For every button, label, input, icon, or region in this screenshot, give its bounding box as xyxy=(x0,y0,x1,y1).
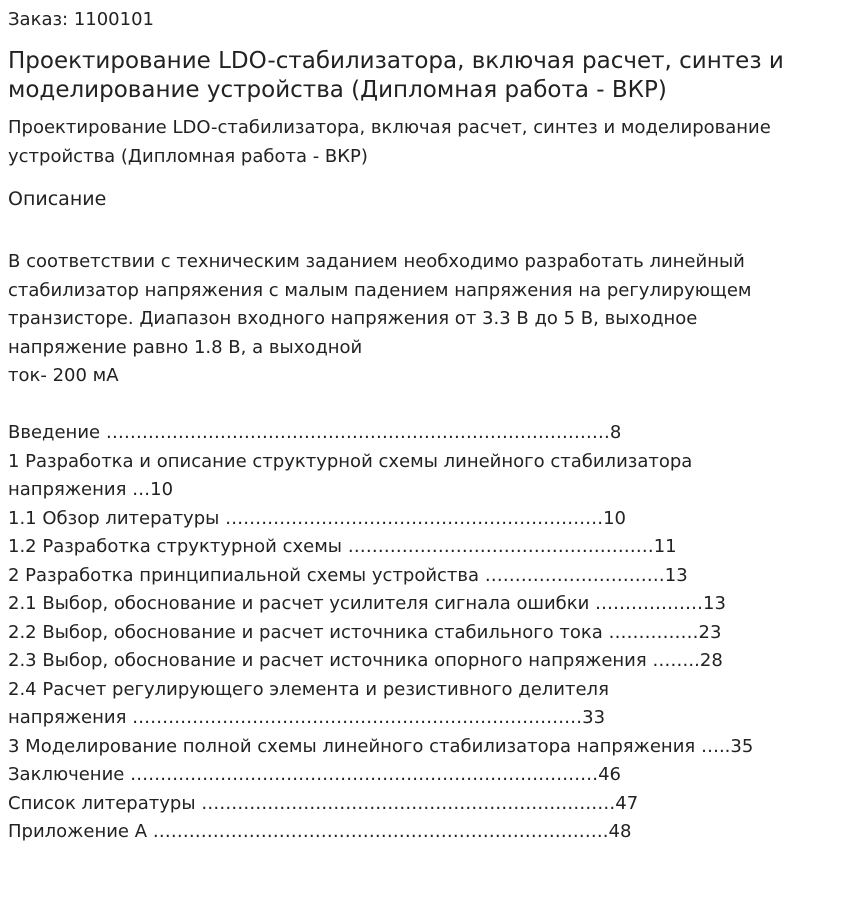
toc-item: 2.2 Выбор, обоснование и расчет источника стабильного тока ……………23 xyxy=(8,621,722,643)
description-line: напряжение равно 1.8 В, а выходной xyxy=(8,336,363,358)
toc-item: Приложение А ………………………………………………………………….48 xyxy=(8,821,632,842)
toc-item: Введение …………………………………………………………………………8 xyxy=(8,422,622,443)
toc-item: 2.1 Выбор, обоснование и расчет усилителя сигнала ошибки ………………13 xyxy=(8,593,726,614)
description-line: ток- 200 мА xyxy=(8,365,119,386)
description-line: транзисторе. Диапазон входного напряжения от 3.3 В до 5 В, выходное xyxy=(8,308,698,329)
page-title: Проектирование LDO-стабилизатора, включая расчет, синтез и моделирование устройства (Дипломная работа - ВКР) xyxy=(8,48,784,103)
toc-item: 2.4 Расчет регулирующего элемента и резистивного делителя xyxy=(8,678,609,700)
description-line: В соответствии с техническим заданием необходимо разработать линейный xyxy=(8,251,745,272)
toc-item: 2 Разработка принципиальной схемы устройства …………………………13 xyxy=(8,564,688,586)
toc-item: 1.2 Разработка структурной схемы ……………………………………………11 xyxy=(8,536,677,557)
toc-item: 3 Моделирование полной схемы линейного стабилизатора напряжения …..35 xyxy=(8,735,754,757)
description-text xyxy=(8,248,838,391)
toc-item: напряжения …10 xyxy=(8,479,174,500)
toc-item: Список литературы ……………………………………………………………47 xyxy=(8,792,639,814)
order-number: Заказ: 1100101 xyxy=(8,9,154,30)
toc-item: напряжения …………………………………………………………………33 xyxy=(8,707,606,728)
description-heading: Описание xyxy=(8,188,107,210)
toc-item: 2.3 Выбор, обоснование и расчет источника опорного напряжения ……..28 xyxy=(8,650,723,671)
toc-item: Заключение ……………………………………………………………………46 xyxy=(8,764,621,785)
toc-item: 1 Разработка и описание структурной схемы линейного стабилизатора xyxy=(8,450,693,472)
description-line: стабилизатор напряжения с малым падением напряжения на регулирующем xyxy=(8,279,752,301)
toc-item: 1.1 Обзор литературы ………………………………………………………10 xyxy=(8,507,626,529)
table-of-contents xyxy=(8,419,838,847)
page-subtitle: Проектирование LDO-стабилизатора, включая расчет, синтез и моделирование устройства (Дипломная работа - ВКР) xyxy=(8,117,771,167)
